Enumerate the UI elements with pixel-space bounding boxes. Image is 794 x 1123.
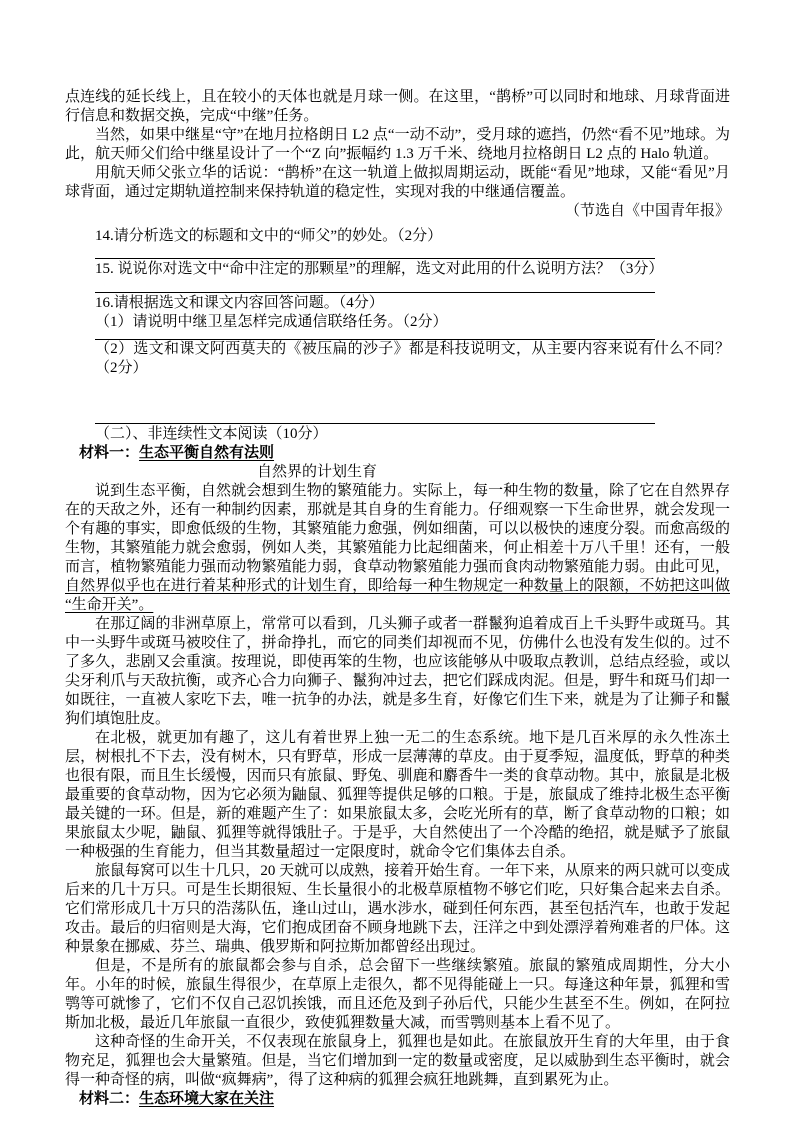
material-1-paragraph-5: 但是，不是所有的旅鼠都会参与自杀，总会留下一些继续繁殖。旅鼠的繁殖成周期性，分大小年。小年的时候，旅鼠生得很少，在草原上走很久，都不见得能碰上一只。每逢这种年景，狐狸和雪鹗等可就惨了，它们不仅自己忍饥挨饿，而且还危及到子孙后代，只能少生甚至不生。例如，在阿拉斯加北极，最近几年旅鼠一直很少，致使狐狸数量大减，而雪鹗则基本上看不见了。 [65, 958, 730, 1031]
question-16-sub-2: （2）选文和课文阿西莫夫的《被压扁的沙子》都是科技说明文，从主要内容来说有什么不同？（2分） [95, 341, 730, 376]
answer-blank-line-q16-2 [95, 423, 655, 424]
material-1-paragraph-2: 在那辽阔的非洲草原上，常常可以看到，几头狮子或者一群鬣狗追着成百上千头野牛或斑马。其中一头野牛或斑马被咬住了，拼命挣扎，而它的同类们却视而不见，仿佛什么也没有发生似的。过不了多久，悲剧又会重演。按理说，即使再笨的生物，也应该能够从中吸取点教训，总结点经验，或以尖牙利爪与天敌抗衡，或齐心合力向狮子、鬣狗冲过去，把它们踩成肉泥。但是，野牛和斑马们却一如既往，一直被人家吃下去，唯一抗争的办法，就是多生育，好像它们生下来，就是为了让狮子和鬣狗们填饱肚皮。 [65, 616, 730, 727]
answer-blank-line-q15 [95, 292, 655, 293]
material-1-paragraph-1-underlined: 自然界似乎也在进行着某种形式的计划生育，即给每一种生物规定一种数量上的限额，不妨把这叫做 “生命开关”。 [65, 578, 730, 613]
section-2-title: （二）、非连续性文本阅读（10分） [95, 426, 328, 442]
material-1-label: 材料一： [79, 445, 140, 461]
question-15: 15. 说说你对选文中“命中注定的那颗星”的理解，选文对此用的什么说明方法？（3分） [95, 261, 664, 277]
material-2-label: 材料二： [79, 1091, 140, 1107]
material-1-title: 生态平衡自然有法则 [139, 445, 275, 461]
answer-blank-line-q14 [95, 258, 655, 259]
material-1-paragraph-3: 在北极，就更加有趣了，这儿有着世界上独一无二的生态系统。地下是几百米厚的永久性冻土层，树根扎不下去，没有树木，只有野草，形成一层薄薄的草皮。由于夏季短，温度低，野草的种类也很有限，而且生长缓慢，因而只有旅鼠、野兔、驯鹿和麝香牛一类的食草动物。其中，旅鼠是北极最重要的食草动物，因为它必须为鼬鼠、狐狸等提供足够的口粮。于是，旅鼠成了维持北极生态平衡最关键的一环。但是，新的难题产生了：如果旅鼠太多，会吃光所有的草，断了食草动物的口粮；如果旅鼠太少呢，鼬鼠、狐狸等就得饿肚子。于是乎，大自然使出了一个冷酷的绝招，就是赋予了旅鼠一种极强的生育能力，但当其数量超过一定限度时，就命令它们集体去自杀。 [65, 730, 730, 860]
material-2-title: 生态环境大家在关注 [139, 1091, 275, 1107]
passage1-paragraph-2: 当然，如果中继星“守”在地月拉格朗日 L2 点“一动不动”，受月球的遮挡，仍然“看不见”地球。为此，航天师父们给中继星设计了一个“Z 向”振幅约 1.3 万千米、绕地月拉格朗日 L2 点的 Halo 轨道。 [65, 127, 730, 162]
material-2-heading [79, 1090, 730, 1109]
question-16: 16.请根据选文和课文内容回答问题。（4分） [95, 295, 384, 311]
material-1-paragraph-1-text: 说到生态平衡，自然就会想到生物的繁殖能力。实际上，每一种生物的数量，除了它在自然界存在的天敌之外，还有一种制约因素，那就是其自身的生育能力。仔细观察一下生命世界，就会发现一个有趣的事实，即愈低级的生物，其繁殖能力愈强，例如细菌，可以以极快的速度分裂。而愈高级的生物，其繁殖能力就会愈弱，例如人类，其繁殖能力比起细菌来，何止相差十万八千里！还有，一般而言，植物繁殖能力强而动物繁殖能力弱，食草动物繁殖能力强而食肉动物繁殖能力弱。由此可见， [65, 483, 730, 575]
passage1-source-attribution: （节选自《中国青年报》 [564, 203, 730, 219]
question-16-sub-1: （1）请说明中继卫星怎样完成通信联络任务。（2分） [95, 314, 448, 330]
material-1-heading [79, 444, 730, 463]
passage1-paragraph-3: 用航天师父张立华的话说：“鹊桥”在这一轨道上做拟周期运动，既能“看见”地球，又能“看见”月球背面，通过定期轨道控制来保持轨道的稳定性，实现对我的中继通信覆盖。 [65, 165, 730, 200]
material-1-subtitle: 自然界的计划生育 [257, 464, 378, 480]
material-1-paragraph-6: 这种奇怪的生命开关，不仅表现在旅鼠身上，狐狸也是如此。在旅鼠放开生育的大年里，由于食物充足，狐狸也会大量繁殖。但是，当它们增加到一定的数量或密度，足以威胁到生态平衡时，就会得一种奇怪的病，叫做“疯舞病”，得了这种病的狐狸会疯狂地跳舞，直到累死为止。 [65, 1034, 730, 1088]
passage1-paragraph-continuation: 点连线的延长线上，且在较小的天体也就是月球一侧。在这里，“鹊桥”可以同时和地球、月球背面进行信息和数据交换，完成“中继”任务。 [65, 89, 730, 124]
question-14: 14.请分析选文的标题和文中的“师父”的妙处。（2分） [95, 228, 443, 244]
material-1-paragraph-4: 旅鼠每窝可以生十几只，20 天就可以成熟，接着开始生育。一年下来，从原来的两只就可以变成后来的几十万只。可是生长期很短、生长量很小的北极草原植物不够它们吃，只好集合起来去自杀。它们常形成几十万只的浩荡队伍，逢山过山，遇水涉水，碰到任何东西，甚至包括汽车，也敢于发起攻击。最后的归宿则是大海，它们抱成团奋不顾身地跳下去，汪洋之中到处漂浮着殉难者的尸体。这种景象在挪威、芬兰、瑞典、俄罗斯和阿拉斯加都曾经出现过。 [65, 863, 730, 955]
material-1-paragraph-1 [65, 482, 730, 615]
